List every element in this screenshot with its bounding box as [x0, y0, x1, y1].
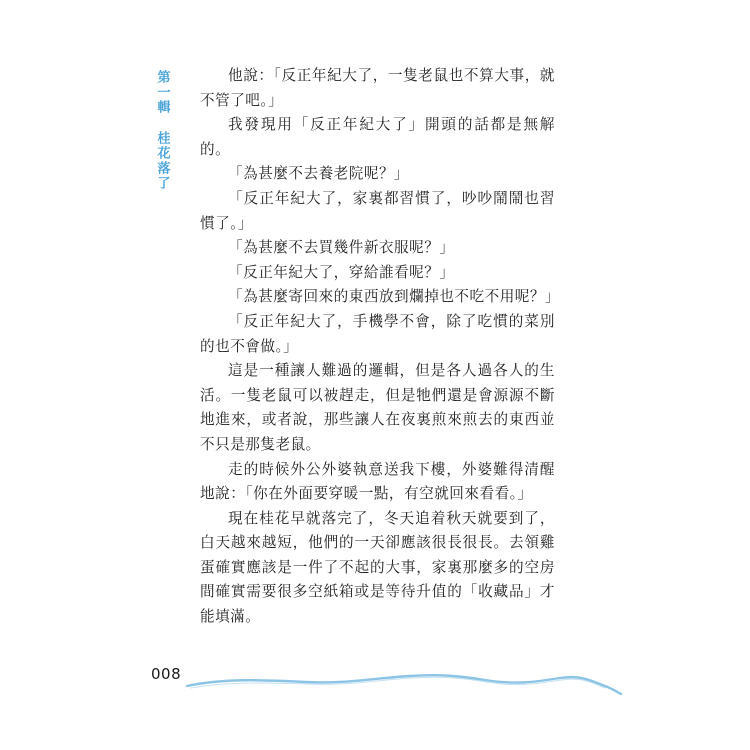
chapter-title: 桂花落了 [154, 131, 170, 191]
paragraph: 「為甚麼寄回來的東西放到爛掉也不吃不用呢？」 [228, 288, 561, 306]
wave-decoration [185, 660, 625, 700]
paragraph: 這是一種讓人難過的邏輯，但是各人過各人的生活。一隻老鼠可以被趕走，但是牠們還是會源源不斷地進來，或者說，那些讓人在夜裏煎來煎去的東西並不只是那隻老鼠。 [200, 362, 555, 453]
chapter-label [152, 70, 172, 191]
chapter-part: 第一輯 [154, 70, 170, 115]
body-text [200, 64, 561, 630]
paragraph: 「為甚麼不去買幾件新衣服呢？」 [228, 239, 455, 257]
paragraph: 走的時候外公外婆執意送我下樓，外婆難得清醒地說：「你在外面要穿暖一點，有空就回來看看。」 [200, 460, 555, 503]
paragraph: 「反正年紀大了，穿給誰看呢？」 [228, 263, 455, 281]
wave-line-secondary [191, 677, 605, 688]
paragraph: 他說：「反正年紀大了，一隻老鼠也不算大事，就不管了吧。」 [200, 67, 555, 109]
paragraph: 我發現用「反正年紀大了」開頭的話都是無解的。 [200, 116, 555, 158]
paragraph: 現在桂花早就落完了，冬天追着秋天就要到了，白天越來越短，他們的一天卻應該很長很長。去領雞蛋確實應該是一件了不起的大事，家裏那麼多的空房間確實需要很多空紙箱或是等待升值的「收藏品」才能填滿。 [200, 509, 555, 626]
chapter-label-gap [152, 115, 172, 131]
page-number: 008 [151, 665, 182, 683]
paragraph: 「反正年紀大了，手機學不會，除了吃慣的菜別的也不會做。」 [200, 312, 555, 355]
paragraph: 「反正年紀大了，家裏都習慣了，吵吵鬧鬧也習慣了。」 [200, 189, 555, 232]
paragraph: 「為甚麼不去養老院呢？」 [228, 165, 410, 183]
